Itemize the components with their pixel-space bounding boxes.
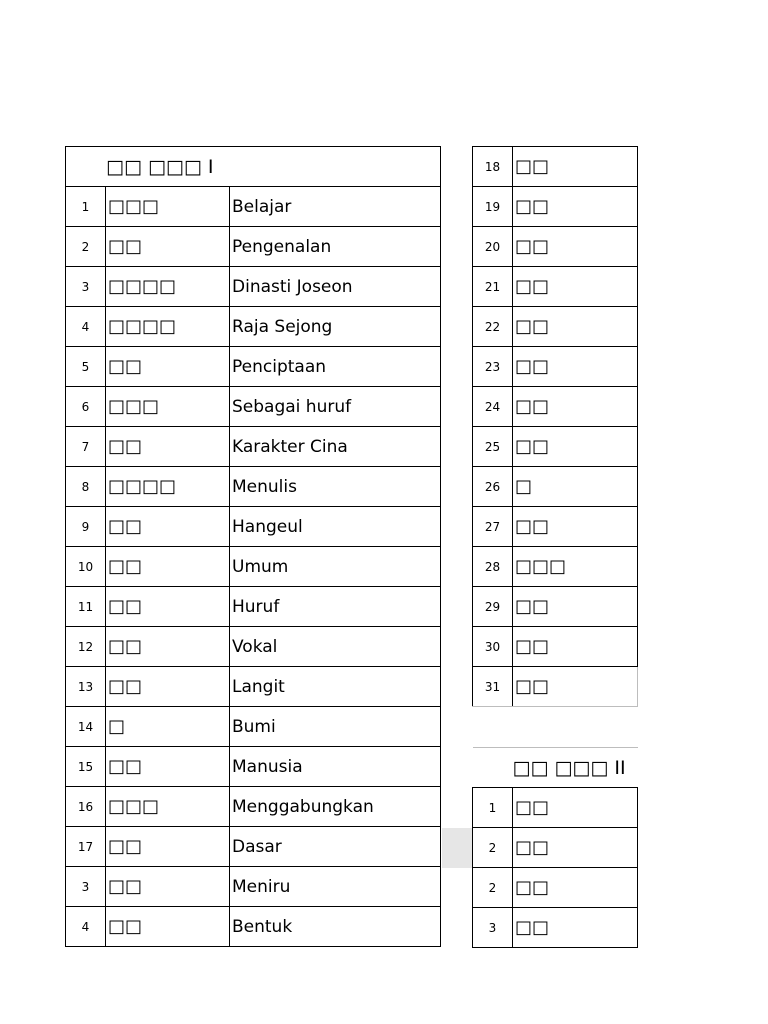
table-title: □□ □□□ I [66,147,441,187]
indonesian-meaning: Meniru [230,867,441,907]
indonesian-meaning: Huruf [230,587,441,627]
indonesian-meaning: Dinasti Joseon [230,267,441,307]
indonesian-meaning: Sebagai huruf [230,387,441,427]
table-row [473,788,638,828]
table-row [473,347,638,387]
row-number: 26 [473,467,513,507]
row-number: 23 [473,347,513,387]
row-number: 7 [66,427,106,467]
table-row [66,827,441,867]
table-row [473,147,638,187]
row-number: 2 [473,868,513,908]
row-number: 8 [66,467,106,507]
row-number: 18 [473,147,513,187]
indonesian-meaning: Langit [230,667,441,707]
table-row [66,227,441,267]
table-row [66,747,441,787]
korean-word: □□ [106,227,230,267]
korean-word: □□□□ [106,467,230,507]
korean-word: □□ [106,627,230,667]
korean-word: □□ [513,587,638,627]
table-row [473,387,638,427]
table-row [473,908,638,948]
table-row [473,427,638,467]
table-row [66,667,441,707]
row-number: 19 [473,187,513,227]
indonesian-meaning: Vokal [230,627,441,667]
indonesian-meaning: Bentuk [230,907,441,947]
korean-word: □□ [513,627,638,667]
korean-word: □□ [513,147,638,187]
row-number: 12 [66,627,106,667]
indonesian-meaning: Menulis [230,467,441,507]
table-row [66,187,441,227]
row-number: 13 [66,667,106,707]
indonesian-meaning: Karakter Cina [230,427,441,467]
korean-word: □□□ [106,387,230,427]
indonesian-meaning: Umum [230,547,441,587]
korean-word: □□□ [513,547,638,587]
table-row [66,507,441,547]
row-number: 3 [66,267,106,307]
row-number: 29 [473,587,513,627]
table-row [473,267,638,307]
korean-word: □□ [513,788,638,828]
korean-word: □□ [106,427,230,467]
korean-word: □ [106,707,230,747]
row-number: 4 [66,907,106,947]
table-row [66,427,441,467]
row-number: 3 [473,908,513,948]
table-row [66,587,441,627]
korean-word: □□ [513,667,638,707]
row-number: 16 [66,787,106,827]
vocabulary-table-right [472,146,638,707]
table-row [473,547,638,587]
table-row [66,267,441,307]
korean-word: □□ [106,587,230,627]
korean-word: □□ [513,427,638,467]
table-row [66,547,441,587]
row-number: 22 [473,307,513,347]
table-row [66,387,441,427]
indonesian-meaning: Manusia [230,747,441,787]
row-number: 9 [66,507,106,547]
table-header-row [473,748,638,788]
indonesian-meaning: Menggabungkan [230,787,441,827]
korean-word: □□ [106,547,230,587]
row-number: 11 [66,587,106,627]
korean-word: □□□ [106,787,230,827]
row-number: 3 [66,867,106,907]
table-row [473,828,638,868]
korean-word: □□ [513,387,638,427]
table-row [66,707,441,747]
table-row [66,347,441,387]
indonesian-meaning: Belajar [230,187,441,227]
korean-word: □□ [513,347,638,387]
row-number: 25 [473,427,513,467]
korean-word: □□ [106,667,230,707]
korean-word: □□□ [106,187,230,227]
row-number: 20 [473,227,513,267]
table-row [473,467,638,507]
indonesian-meaning: Hangeul [230,507,441,547]
korean-word: □□ [513,507,638,547]
row-number: 1 [66,187,106,227]
korean-word: □□ [106,347,230,387]
korean-word: □□ [106,907,230,947]
row-number: 4 [66,307,106,347]
korean-word: □□ [106,827,230,867]
korean-word: □□ [513,267,638,307]
row-number: 2 [66,227,106,267]
row-number: 1 [473,788,513,828]
row-number: 2 [473,828,513,868]
table-row [66,307,441,347]
table-header-row [66,147,441,187]
row-number: 30 [473,627,513,667]
table-row [473,507,638,547]
table-row [66,787,441,827]
indonesian-meaning: Bumi [230,707,441,747]
table-row [66,867,441,907]
table-row [66,627,441,667]
indonesian-meaning: Dasar [230,827,441,867]
vocabulary-table-right-2 [472,747,638,948]
row-number: 31 [473,667,513,707]
table-row [473,587,638,627]
table-row [473,627,638,667]
korean-word: □ [513,467,638,507]
vocabulary-table-left [65,146,441,947]
indonesian-meaning: Pengenalan [230,227,441,267]
korean-word: □□□□ [106,307,230,347]
korean-word: □□ [106,867,230,907]
table-row [66,907,441,947]
row-number: 17 [66,827,106,867]
row-number: 6 [66,387,106,427]
korean-word: □□ [513,828,638,868]
row-number: 27 [473,507,513,547]
table-title: □□ □□□ II [473,748,638,788]
korean-word: □□ [513,227,638,267]
table-row [66,467,441,507]
row-number: 24 [473,387,513,427]
korean-word: □□ [513,908,638,948]
row-number: 28 [473,547,513,587]
table-row [473,667,638,707]
row-number: 15 [66,747,106,787]
row-number: 5 [66,347,106,387]
table-row [473,307,638,347]
korean-word: □□□□ [106,267,230,307]
row-number: 14 [66,707,106,747]
table-row [473,868,638,908]
cell-highlight [442,828,472,868]
korean-word: □□ [513,187,638,227]
indonesian-meaning: Raja Sejong [230,307,441,347]
korean-word: □□ [106,507,230,547]
row-number: 21 [473,267,513,307]
korean-word: □□ [513,307,638,347]
korean-word: □□ [106,747,230,787]
korean-word: □□ [513,868,638,908]
table-row [473,227,638,267]
indonesian-meaning: Penciptaan [230,347,441,387]
table-row [473,187,638,227]
row-number: 10 [66,547,106,587]
